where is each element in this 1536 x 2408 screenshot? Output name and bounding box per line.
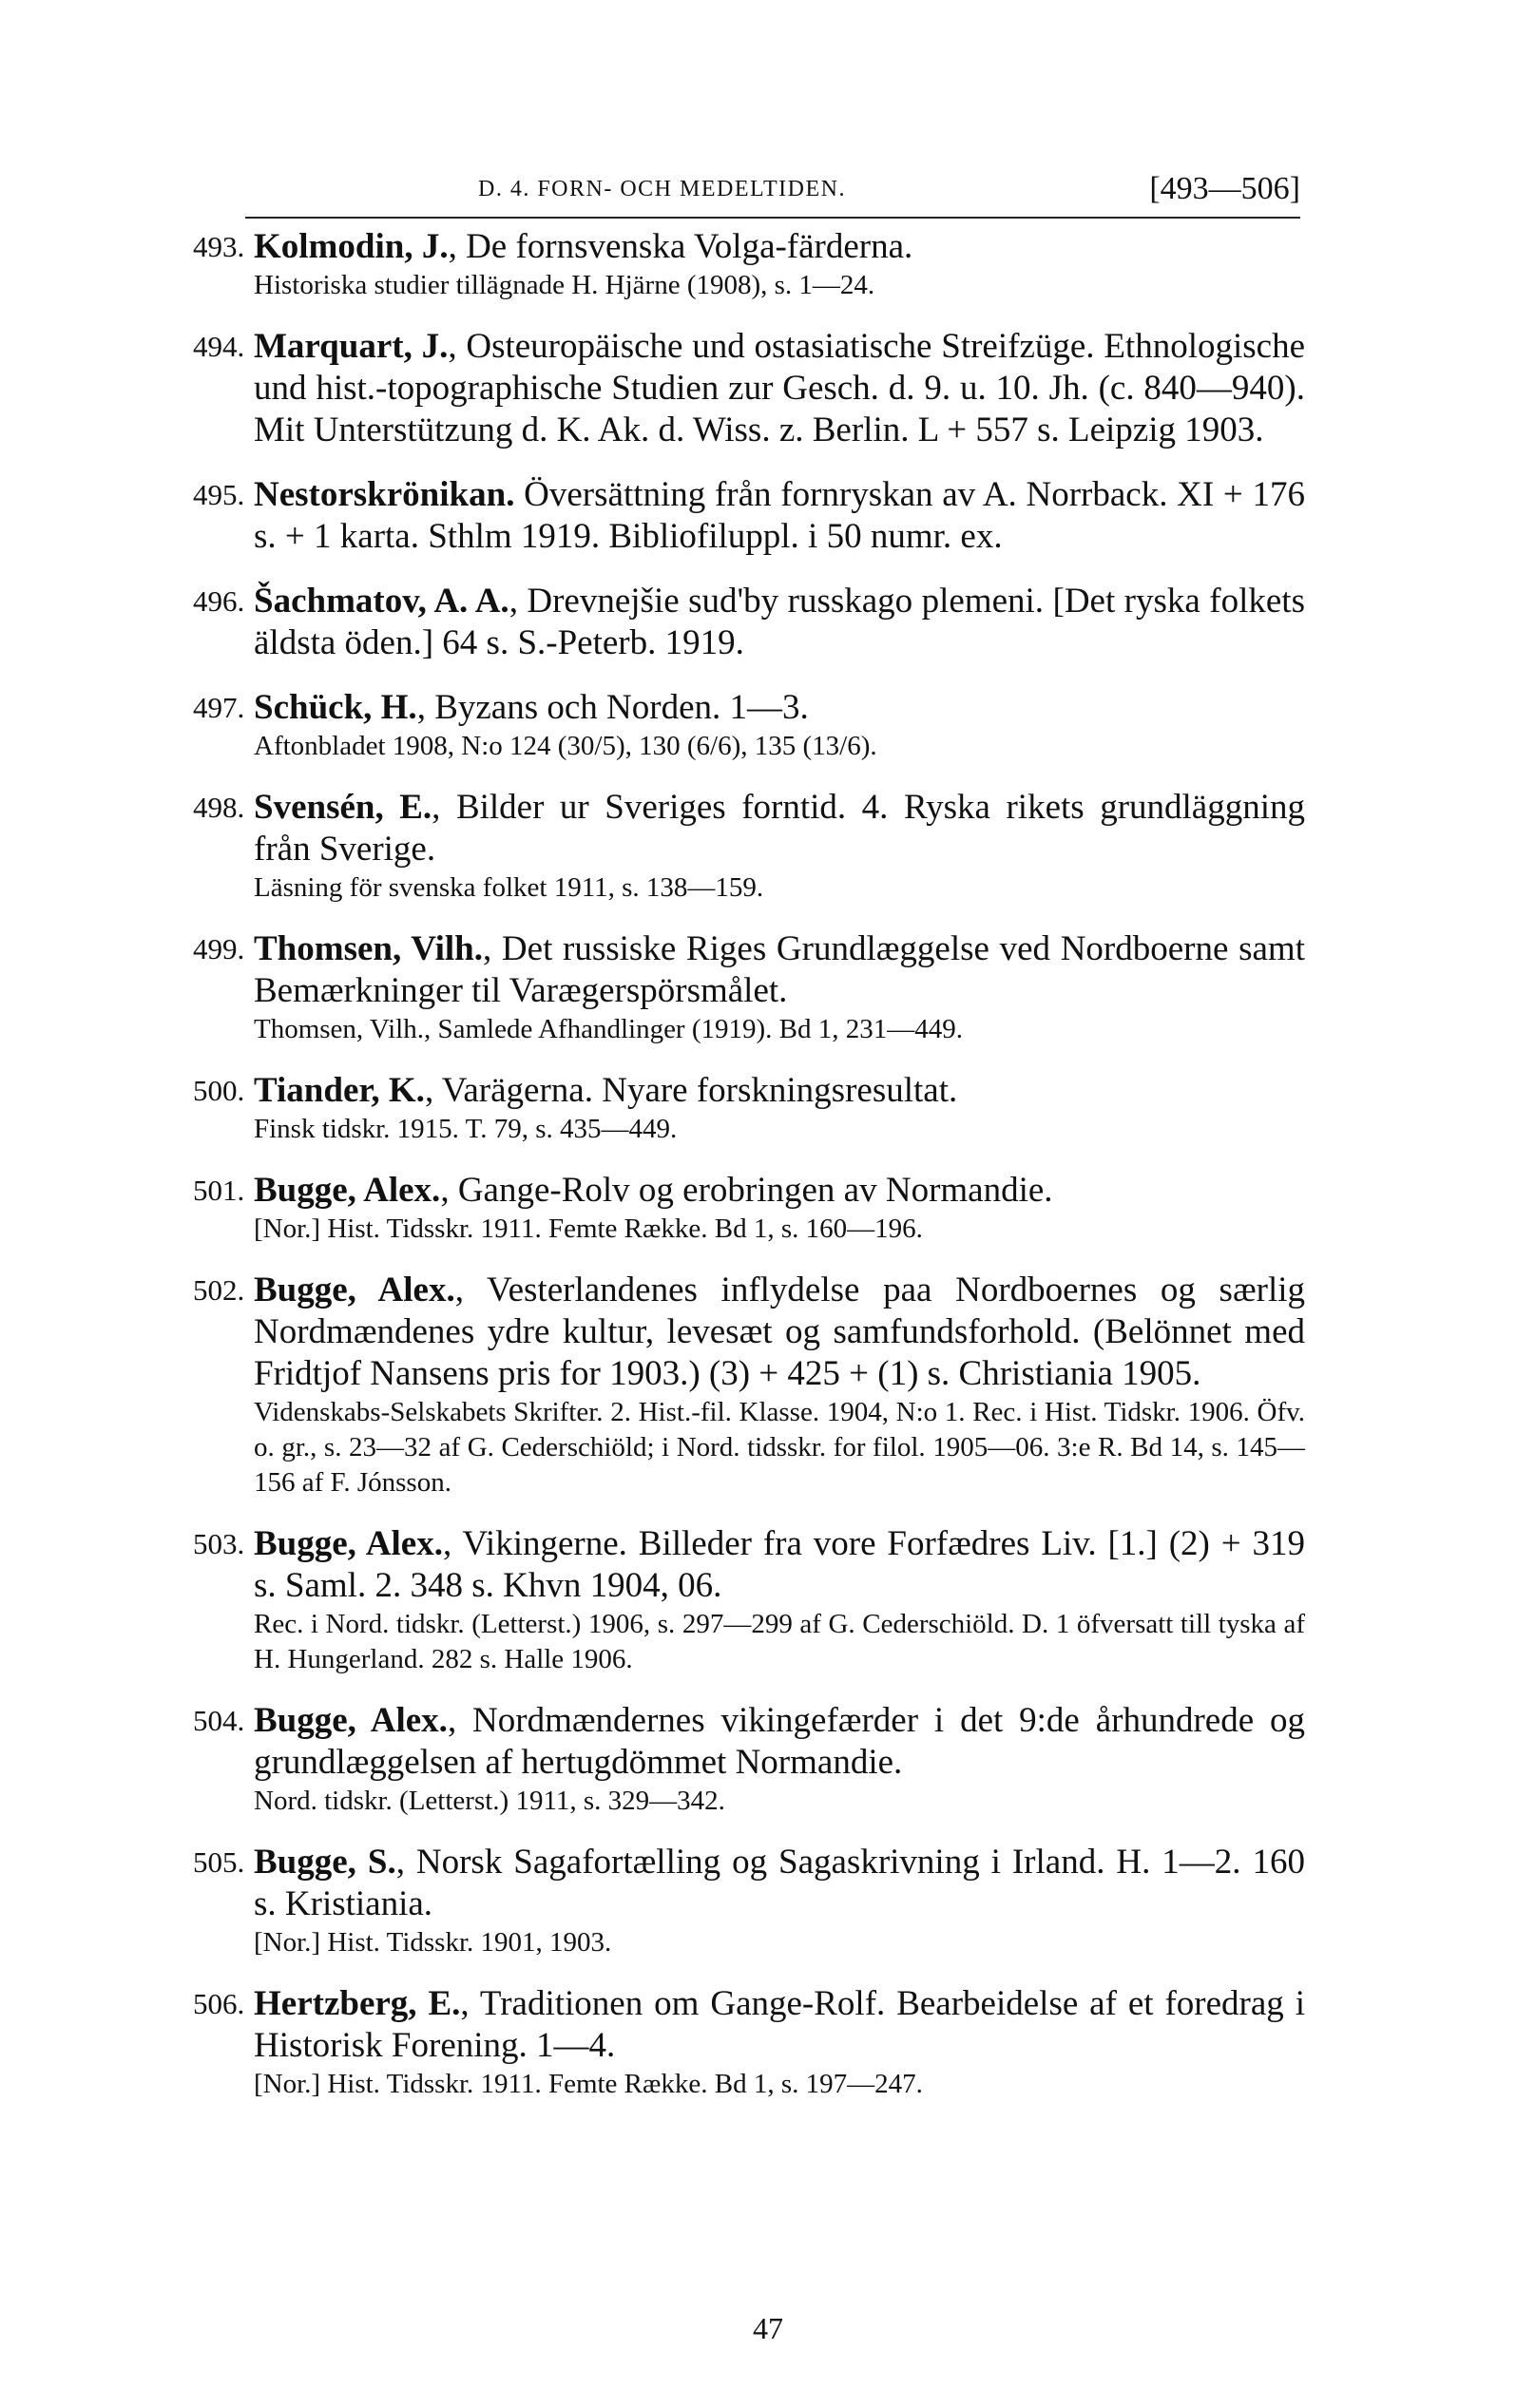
entry-body	[254, 1170, 1305, 1247]
bibliography-entry	[193, 1070, 1305, 1147]
entry-citation	[254, 1523, 1305, 1607]
entry-citation	[254, 787, 1305, 870]
entry-source-note: Videnskabs-Selskabets Skrifter. 2. Hist.-fil. Klasse. 1904, N:o 1. Rec. i Hist. Tidskr. 1906. Öfv. o. gr., s. 23—32 af G. Cederschiöld; i Nord. tidsskr. for filol. 1905—06. 3:e R. Bd 14, s. 145—156 af F. Jónsson.	[254, 1397, 1305, 1498]
entry-title: , Traditionen om Gange-Rolf. Bearbeidelse af et foredrag i Historisk Forening. 1—4.	[254, 1984, 1305, 2065]
entry-source-note: Nord. tidskr. (Letterst.) 1911, s. 329—342.	[254, 1786, 725, 1816]
entry-author: Nestorskrönikan.	[254, 475, 515, 514]
entry-citation	[254, 928, 1305, 1012]
entry-title: , Vikingerne. Billeder fra vore Forfædres Liv. [1.] (2) + 319 s. Saml. 2. 348 s. Khvn 1904, 06.	[254, 1524, 1305, 1605]
entry-citation	[254, 581, 1305, 664]
entry-body	[254, 1070, 1305, 1147]
entry-author: Tiander, K.	[254, 1071, 425, 1110]
entry-citation	[254, 1700, 1305, 1784]
entry-number: 493.	[193, 230, 245, 263]
entry-author: Bugge, Alex.	[254, 1171, 441, 1210]
entry-citation	[254, 226, 1305, 268]
entry-author: Hertzberg, E.	[254, 1984, 461, 2023]
bibliography-entry	[193, 1170, 1305, 1247]
entry-author: Svensén, E.	[254, 788, 432, 827]
entry-title: , Varägerna. Nyare forskningsresultat.	[424, 1071, 958, 1110]
entry-number: 497.	[193, 691, 245, 724]
entry-author: Bugge, Alex.	[254, 1524, 443, 1563]
entry-author: Bugge, S.	[254, 1843, 396, 1882]
entry-number: 506.	[193, 1987, 245, 2020]
entry-title: , Nordmændernes vikingefærder i det 9:de århundrede og grundlæggelsen af hertugdömmet Normandie.	[254, 1701, 1305, 1782]
bibliography-entry	[193, 1983, 1305, 2102]
entry-source-note: [Nor.] Hist. Tidsskr. 1901, 1903.	[254, 1927, 612, 1958]
entry-number: 500.	[193, 1074, 245, 1107]
entry-body	[254, 226, 1305, 303]
bibliography-entry	[193, 1523, 1305, 1677]
header-rule	[245, 217, 1300, 219]
bibliography-entry	[193, 687, 1305, 764]
entry-title: , Vesterlandenes inflydelse paa Nordboernes og særlig Nordmændenes ydre kultur, levesæt og samfundsforhold. (Belönnet med Fridtjof Nansens pris for 1903.) (3) + 425 + (1) s. Christiania 1905.	[254, 1271, 1306, 1393]
entry-number: 494.	[193, 330, 245, 363]
bibliography-entry	[193, 581, 1305, 664]
bibliography-entry	[193, 1842, 1305, 1960]
entry-citation	[254, 1270, 1305, 1395]
entry-citation	[254, 1170, 1305, 1212]
entry-body	[254, 1700, 1305, 1819]
entry-title: , Byzans och Norden. 1—3.	[416, 688, 809, 727]
entry-number: 495.	[193, 478, 245, 511]
bibliography-entry	[193, 787, 1305, 906]
bibliography-entry	[193, 474, 1305, 558]
entry-author: Thomsen, Vilh.	[254, 929, 483, 968]
entry-number: 502.	[193, 1273, 245, 1307]
entry-author: Bugge, Alex.	[254, 1271, 455, 1309]
bibliography-entry	[193, 928, 1305, 1047]
bibliography-entry	[193, 326, 1305, 451]
entry-citation	[254, 1983, 1305, 2067]
entry-range: [493—506]	[1149, 171, 1300, 206]
entry-body	[254, 1842, 1305, 1960]
entry-body	[254, 326, 1305, 451]
entry-title: , Drevnejšie sud'by russkago plemeni. [Det ryska folkets äldsta öden.] 64 s. S.-Peterb. 1919.	[254, 582, 1305, 662]
entry-number: 504.	[193, 1704, 245, 1737]
entry-number: 505.	[193, 1845, 245, 1879]
entry-body	[254, 787, 1305, 906]
entry-number: 496.	[193, 584, 245, 618]
entry-body	[254, 474, 1305, 558]
entry-number: 499.	[193, 932, 245, 965]
entry-source-note: [Nor.] Hist. Tidsskr. 1911. Femte Række. Bd 1, s. 160—196.	[254, 1214, 923, 1244]
bibliography-entry	[193, 1270, 1305, 1500]
bibliography-list	[193, 226, 1305, 2102]
entry-citation	[254, 474, 1305, 558]
entry-author: Marquart, J.	[254, 327, 449, 366]
entry-title: Översättning från fornryskan av A. Norrback. XI + 176 s. + 1 karta. Sthlm 1919. Bibliofiluppl. i 50 numr. ex.	[254, 475, 1305, 556]
bibliography-entry	[193, 1700, 1305, 1819]
entry-author: Kolmodin, J.	[254, 227, 449, 266]
entry-source-note: Historiska studier tillägnade H. Hjärne (1908), s. 1—24.	[254, 270, 875, 300]
entry-author: Šachmatov, A. A.	[254, 582, 509, 621]
entry-title: , Norsk Sagafortælling og Sagaskrivning i Irland. H. 1—2. 160 s. Kristiania.	[254, 1843, 1305, 1923]
entry-citation	[254, 1070, 1305, 1112]
entry-body	[254, 687, 1305, 764]
entry-citation	[254, 687, 1305, 729]
entry-number: 498.	[193, 791, 245, 824]
entry-citation	[254, 1842, 1305, 1925]
entry-number: 501.	[193, 1174, 245, 1207]
running-header	[245, 173, 1300, 215]
entry-body	[254, 1983, 1305, 2102]
entry-body	[254, 928, 1305, 1047]
entry-title: , Bilder ur Sveriges forntid. 4. Ryska rikets grundläggning från Sverige.	[254, 788, 1305, 869]
page-number: 47	[753, 2311, 783, 2345]
entry-title: , Osteuropäische und ostasiatische Streifzüge. Ethnologische und hist.-topographische Studien zur Gesch. d. 9. u. 10. Jh. (c. 840—940). Mit Unterstützung d. K. Ak. d. Wiss. z. Berlin. L + 557 s. Leipzig 1903.	[254, 327, 1305, 449]
entry-number: 503.	[193, 1527, 245, 1560]
entry-body	[254, 1523, 1305, 1677]
entry-body	[254, 581, 1305, 664]
entry-source-note: Rec. i Nord. tidskr. (Letterst.) 1906, s. 297—299 af G. Cederschiöld. D. 1 öfversatt till tyska af H. Hungerland. 282 s. Halle 1906.	[254, 1609, 1305, 1674]
entry-source-note: Läsning för svenska folket 1911, s. 138—159.	[254, 872, 764, 903]
entry-title: , Det russiske Riges Grundlæggelse ved Nordboerne samt Bemærkninger til Varægerspörsmålet.	[254, 929, 1305, 1010]
entry-author: Bugge, Alex.	[254, 1701, 448, 1740]
entry-citation	[254, 326, 1305, 451]
entry-source-note: [Nor.] Hist. Tidsskr. 1911. Femte Række. Bd 1, s. 197—247.	[254, 2069, 923, 2099]
entry-source-note: Finsk tidskr. 1915. T. 79, s. 435—449.	[254, 1114, 678, 1144]
bibliography-entry	[193, 226, 1305, 303]
entry-title: , De fornsvenska Volga-färderna.	[448, 227, 913, 266]
section-title: D. 4. FORN- OCH MEDELTIDEN.	[478, 177, 846, 201]
entry-source-note: Aftonbladet 1908, N:o 124 (30/5), 130 (6/6), 135 (13/6).	[254, 731, 877, 761]
entry-title: , Gange-Rolv og erobringen av Normandie.	[440, 1171, 1053, 1210]
entry-body	[254, 1270, 1305, 1500]
entry-author: Schück, H.	[254, 688, 417, 727]
entry-source-note: Thomsen, Vilh., Samlede Afhandlinger (1919). Bd 1, 231—449.	[254, 1014, 963, 1044]
